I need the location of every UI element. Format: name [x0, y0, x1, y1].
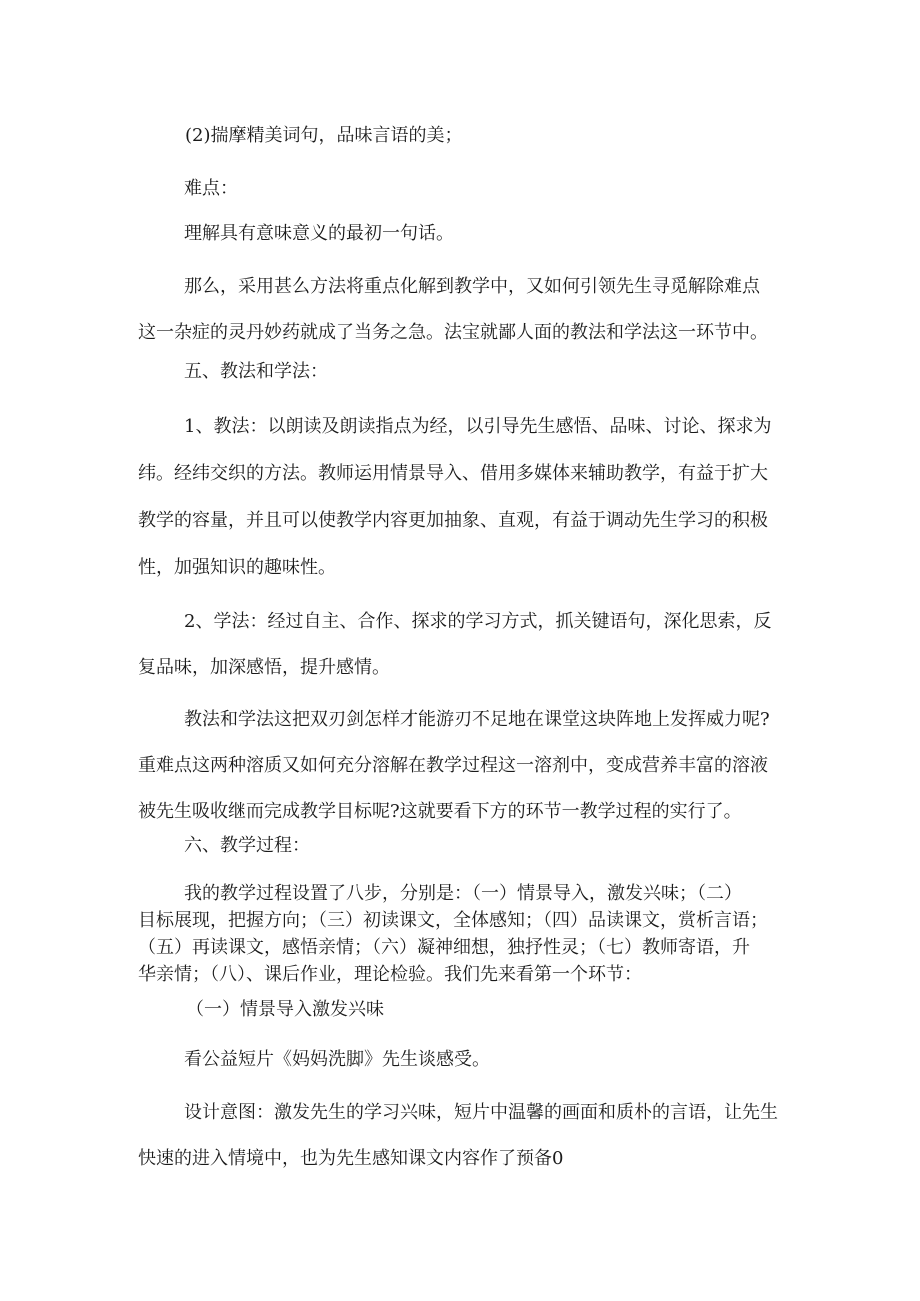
section-5-title: 五、教法和学法：: [184, 361, 328, 382]
section-6-title: 六、教学过程：: [184, 835, 310, 856]
steps-line-4: 华亲情；（八）、课后作业，理论检验。我们先来看第一个环节：: [138, 964, 642, 985]
transition-line-1: 教法和学法这把双刃剑怎样才能游刃不足地在课堂这块阵地上发挥威力呢?: [184, 709, 770, 730]
transition-line-2: 重难点这两种溶质又如何充分溶解在教学过程这一溶剂中，变成营养丰富的溶液: [138, 755, 768, 776]
paragraph-approach-line-1: 那么，采用甚么方法将重点化解到教学中，又如何引领先生寻觅解除难点: [184, 276, 760, 297]
difficulty-text: 理解具有意味意义的最初一句话。: [184, 223, 454, 244]
teaching-method-line-2: 纬。经纬交织的方法。教师运用情景导入、借用多媒体来辅助教学，有益于扩大: [138, 463, 768, 484]
paragraph-steps: [138, 880, 768, 988]
paragraph-approach: [138, 264, 768, 356]
teaching-method-line-3: 教学的容量，并且可以使教学内容更加抽象、直观，有益于调动先生学习的积极: [138, 510, 768, 531]
steps-line-2: 目标展现，把握方向；（三）初读课文，全体感知；（四）品读课文，赏析言语；: [138, 910, 768, 931]
design-intent-line-2: 快速的进入情境中，也为先生感知课文内容作了预备0: [138, 1148, 564, 1169]
teaching-method-line-1: 1、教法：以朗读及朗读指点为经，以引导先生感悟、品味、讨论、探求为: [184, 416, 772, 437]
design-intent-line-1: 设计意图：激发先生的学习兴味，短片中温馨的画面和质朴的言语，让先生: [184, 1102, 778, 1123]
learning-method-line-2: 复品味，加深感悟，提升感情。: [138, 657, 390, 678]
steps-line-3: （五）再读课文，感悟亲情；（六）凝神细想，独抒性灵；（七）教师寄语，升: [138, 937, 750, 958]
paragraph-design-intent: [138, 1090, 778, 1182]
learning-method-line-1: 2、学法：经过自主、合作、探求的学习方式，抓关键语句，深化思索，反: [184, 611, 772, 632]
goal-2-line: (2)揣摩精美词句，品味言语的美；: [185, 125, 463, 146]
paragraph-approach-line-2: 这一杂症的灵丹妙药就成了当务之急。法宝就鄙人面的教法和学法这一环节中。: [138, 322, 768, 343]
paragraph-learning-method: [138, 599, 771, 691]
difficulty-label: 难点：: [184, 178, 238, 199]
teaching-method-line-4: 性，加强知识的趣味性。: [138, 557, 336, 578]
step-1-title: （一）情景导入激发兴味: [186, 999, 384, 1020]
paragraph-teaching-method: [138, 403, 771, 591]
steps-line-1: 我的教学过程设置了八步，分别是：（一）情景导入，激发兴味；（二）: [184, 883, 742, 904]
transition-line-3: 被先生吸收继而完成教学目标呢?这就要看下方的环节一教学过程的实行了。: [138, 801, 742, 822]
step-1-content: 看公益短片《妈妈洗脚》先生谈感受。: [184, 1049, 490, 1070]
paragraph-transition: [138, 697, 770, 835]
